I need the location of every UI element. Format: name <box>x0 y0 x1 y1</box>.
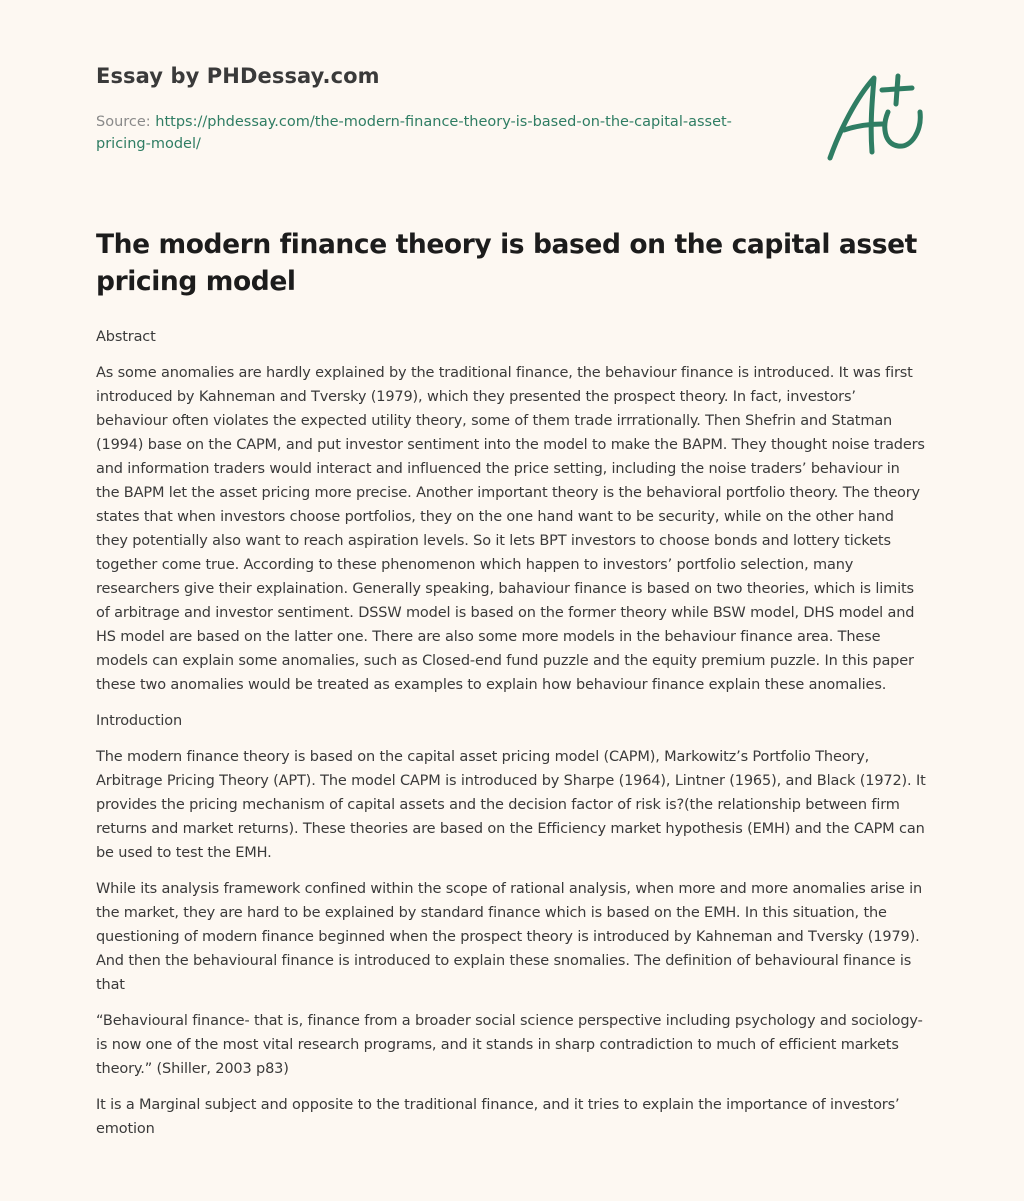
introduction-paragraph-3: It is a Marginal subject and opposite to the traditional finance, and it tries to explain the importance of investors’ emotion <box>96 1097 900 1137</box>
essay-body <box>96 325 926 1153</box>
source-line <box>96 111 786 155</box>
site-title: Essay by PHDessay.com <box>96 64 380 88</box>
source-link[interactable]: https://phdessay.com/the-modern-finance-theory-is-based-on-the-capital-asset-pricing-model/ <box>96 114 732 152</box>
introduction-paragraph-2: While its analysis framework confined within the scope of rational analysis, when more and more anomalies arise in the market, they are hard to be explained by standard finance which is based on the EMH. In this situation, the questioning of modern finance beginned when the prospect theory is introduced by Kahneman and Tversky (1979). And then the behavioural finance is introduced to explain these snomalies. The definition of behavioural finance is that <box>96 881 923 993</box>
shiller-quote: “Behavioural finance- that is, finance from a broader social science perspective including psychology and sociology- is now one of the most vital research programs, and it stands in sharp contradiction to much of efficient markets theory.” (Shiller, 2003 p83) <box>96 1013 923 1077</box>
essay-title: The modern finance theory is based on the capital asset pricing model <box>96 229 917 297</box>
introduction-paragraph-1: The modern finance theory is based on the capital asset pricing model (CAPM), Markowitz’s Portfolio Theory, Arbitrage Pricing Theory (APT). The model CAPM is introduced by Sharpe (1964), Lintner (1965), and Black (1972). It provides the pricing mechanism of capital assets and the decision factor of risk is?(the relationship between firm returns and market returns). These theories are based on the Efficiency market hypothesis (EMH) and the CAPM can be used to test the EMH. <box>96 749 926 861</box>
a-plus-grade-icon <box>826 68 926 164</box>
source-label: Source: <box>96 114 151 130</box>
abstract-paragraph: As some anomalies are hardly explained by the traditional finance, the behaviour finance is introduced. It was first introduced by Kahneman and Tversky (1979), which they presented the prospect theory. In fact, investors’ behaviour often violates the expected utility theory, some of them trade irrrationally. Then Shefrin and Statman (1994) base on the CAPM, and put investor sentiment into the model to make the BAPM. They thought noise traders and information traders would interact and influenced the price setting, including the noise traders’ behaviour in the BAPM let the asset pricing more precise. Another important theory is the behavioral portfolio theory. The theory states that when investors choose portfolios, they on the one hand want to be security, while on the other hand they potentially also want to reach aspiration levels. So it lets BPT investors to choose bonds and lottery tickets together come true. According to these phenomenon which happen to investors’ portfolio selection, many researchers give their explaination. Generally speaking, bahaviour finance is based on two theories, which is limits of arbitrage and investor sentiment. DSSW model is based on the former theory while BSW model, DHS model and HS model are based on the latter one. There are also some more models in the behaviour finance area. These models can explain some anomalies, such as Closed-end fund puzzle and the equity premium puzzle. In this paper these two anomalies would be treated as examples to explain how behaviour finance explain these anomalies. <box>96 365 925 693</box>
introduction-heading: Introduction <box>96 713 183 729</box>
abstract-heading: Abstract <box>96 329 156 345</box>
